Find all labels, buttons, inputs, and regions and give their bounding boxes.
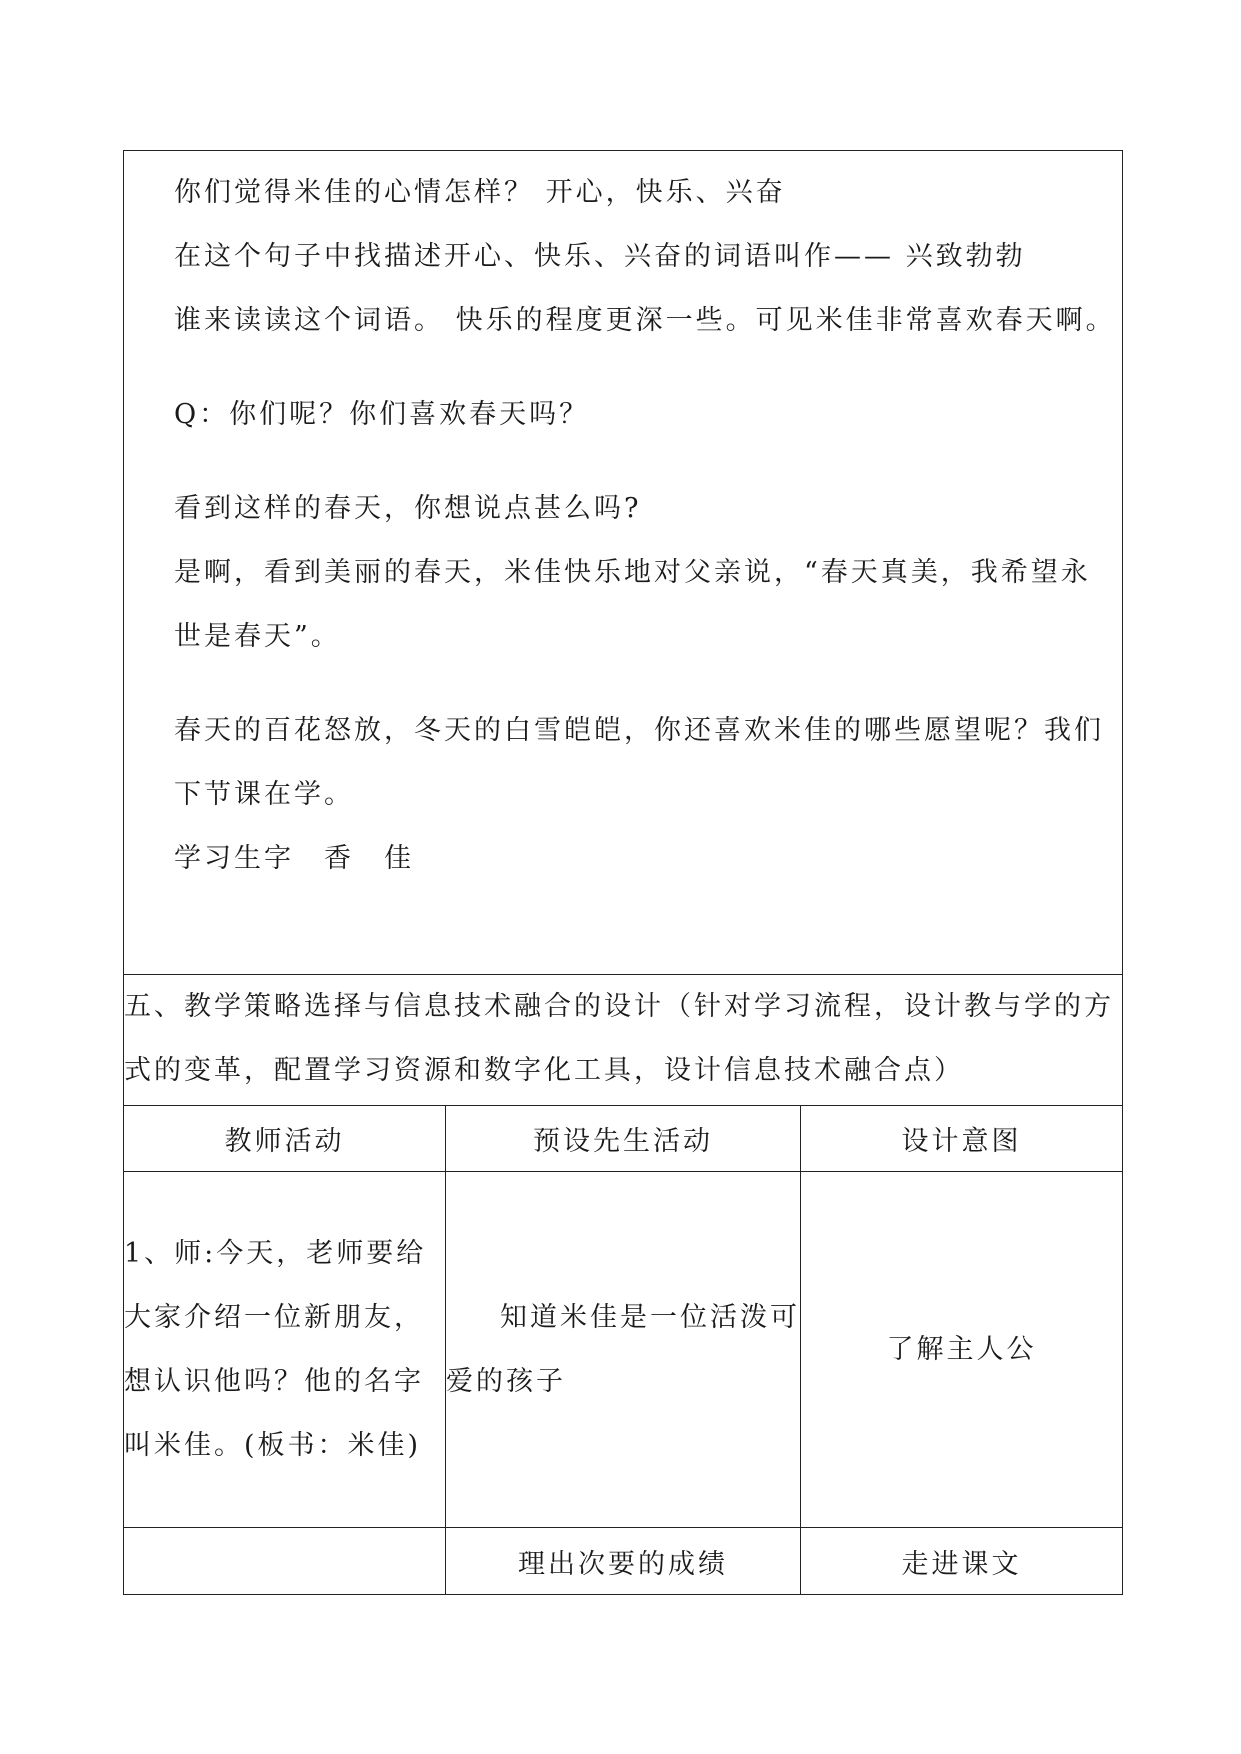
lesson-line: 你们觉得米佳的心情怎样？ 开心，快乐、兴奋 — [174, 177, 786, 208]
student-activity-cell: 理出次要的成绩 — [446, 1528, 801, 1595]
design-intent-cell: 走进课文 — [801, 1528, 1123, 1595]
table-row — [124, 1528, 1123, 1595]
student-activity-text: 知道米佳是一位活泼可爱的孩子 — [446, 1301, 800, 1397]
section-title: 五、教学策略选择与信息技术融合的设计（针对学习流程，设计教与学的方式的变革，配置学习资源和数字化工具，设计信息技术融合点） — [124, 975, 1123, 1106]
column-header-teacher: 教师活动 — [124, 1106, 446, 1172]
teacher-activity-cell — [124, 1528, 446, 1595]
teacher-activity-cell: 1、师:今天，老师要给大家介绍一位新朋友，想认识他吗？他的名字叫米佳。(板书：米佳) — [124, 1172, 446, 1528]
lesson-line: 在这个句子中找描述开心、快乐、兴奋的词语叫作—— 兴致勃勃 — [174, 241, 1026, 272]
design-intent-cell: 了解主人公 — [801, 1172, 1123, 1528]
lesson-line: 春天的百花怒放，冬天的白雪皑皑，你还喜欢米佳的哪些愿望呢？我们下节课在学。 — [174, 715, 1104, 810]
lesson-dialogue-cell — [124, 151, 1123, 975]
lesson-line: 学习生字 香 佳 — [174, 843, 414, 874]
lesson-plan-table — [123, 150, 1123, 1595]
column-header-intent: 设计意图 — [801, 1106, 1123, 1172]
lesson-line: 看到这样的春天，你想说点甚么吗? — [174, 493, 642, 524]
column-header-student: 预设先生活动 — [446, 1106, 801, 1172]
table-row — [124, 1172, 1123, 1528]
lesson-line: 是啊，看到美丽的春天，米佳快乐地对父亲说，“春天真美，我希望永世是春天”。 — [174, 557, 1091, 652]
lesson-line: 谁来读读这个词语。 快乐的程度更深一些。可见米佳非常喜欢春天啊。 — [174, 305, 1116, 336]
student-activity-cell — [446, 1172, 801, 1528]
lesson-line: Q：你们呢？你们喜欢春天吗？ — [174, 399, 590, 430]
